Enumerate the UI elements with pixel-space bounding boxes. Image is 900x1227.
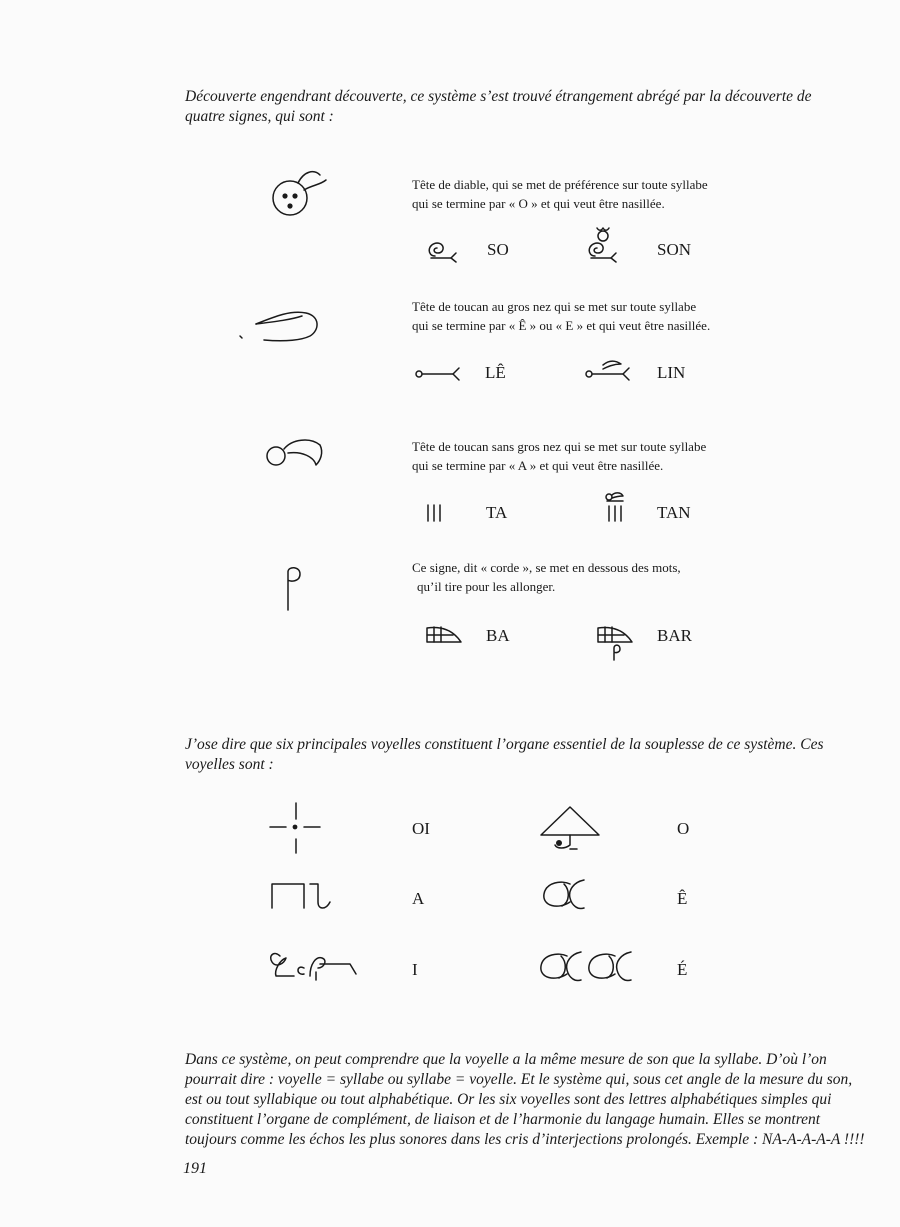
vowel-e-circumflex-icon <box>540 876 590 916</box>
example-label: TAN <box>657 503 691 522</box>
sign-description <box>412 175 732 213</box>
vowel-a-icon <box>268 880 334 914</box>
intro-paragraph <box>185 87 812 127</box>
page-number: 191 <box>183 1160 207 1177</box>
three-bars-syllable-icon <box>425 503 445 523</box>
vowel-label: OI <box>412 819 430 838</box>
intro-line: Découverte engendrant découverte, ce système s’est trouvé étrangement abrégé par la découverte de <box>185 88 812 105</box>
vowels-intro-paragraph <box>185 735 824 775</box>
closing-line: Dans ce système, on peut comprendre que la voyelle a la même mesure de son que la syllabe. D’où l’on <box>185 1051 827 1068</box>
grid-sail-with-rope-icon <box>596 624 636 664</box>
closing-line: constituent l’organe de complément, de liaison et de l’harmonie du langage humain. Elles se montrent <box>185 1111 821 1128</box>
description-line: Tête de diable, qui se met de préférence sur toute syllabe <box>412 177 708 192</box>
vowels-intro-line: J’ose dire que six principales voyelles constituent l’organe essentiel de la souplesse de ce système. Ces <box>185 736 824 753</box>
vowels-intro-line: voyelles sont : <box>185 756 274 773</box>
vowel-label: Ê <box>677 889 688 908</box>
example-label: BAR <box>657 626 692 645</box>
description-line: qui se termine par « O » et qui veut être nasillée. <box>412 196 665 211</box>
vowel-i-icon <box>266 946 366 984</box>
big-nosed-toucan-head-sign-icon <box>236 306 326 346</box>
vowel-label: É <box>677 960 688 979</box>
closing-line: toujours comme les échos les plus sonores dans les cris d’interjections prolongés. Exemple : NA-A-A-A-A !!!! <box>185 1131 865 1148</box>
description-line: Tête de toucan au gros nez qui se met sur toute syllabe <box>412 299 697 314</box>
vowel-label: O <box>677 819 690 838</box>
vowel-label: I <box>412 960 418 979</box>
vowel-oi-icon <box>268 801 324 857</box>
example-label: SO <box>487 240 509 259</box>
sign-description <box>412 437 732 475</box>
vowel-e-acute-icon <box>537 946 637 986</box>
description-line: Tête de toucan sans gros nez qui se met sur toute syllabe <box>412 439 707 454</box>
description-line: qui se termine par « Ê » ou « E » et qui veut être nasillée. <box>412 318 711 333</box>
line-syllable-with-toucan-icon <box>583 355 633 385</box>
closing-line: pourrait dire : voyelle = syllabe ou syllabe = voyelle. Et le système qui, sous cet angle de la mesure du son, <box>185 1071 853 1088</box>
rope-sign-icon <box>280 564 310 614</box>
three-bars-with-toucan-icon <box>603 490 627 524</box>
example-label: TA <box>486 503 508 522</box>
example-label: BA <box>486 626 510 645</box>
closing-paragraph <box>185 1050 865 1150</box>
sign-description <box>412 558 732 596</box>
toucan-head-sign-icon <box>262 431 332 471</box>
sign-description <box>412 297 732 335</box>
devil-head-sign-icon <box>268 163 338 223</box>
closing-line: est ou tout syllabique ou tout alphabétique. Or les six voyelles sont des lettres alphabétiques simples qui <box>185 1091 832 1108</box>
description-line: Ce signe, dit « corde », se met en dessous des mots, <box>412 560 681 575</box>
intro-line: quatre signes, qui sont : <box>185 108 334 125</box>
example-label: LIN <box>657 363 686 382</box>
vowel-label: A <box>412 889 425 908</box>
spiral-syllable-icon <box>425 236 465 266</box>
grid-sail-syllable-icon <box>425 624 465 648</box>
description-line: qui se termine par « A » et qui veut être nasillée. <box>412 458 664 473</box>
vowel-o-icon <box>537 805 603 857</box>
example-label: SON <box>657 240 692 259</box>
description-line: qu’il tire pour les allonger. <box>417 579 556 594</box>
line-syllable-icon <box>413 364 463 384</box>
spiral-syllable-with-devil-icon <box>585 222 625 268</box>
example-label: LÊ <box>485 363 506 382</box>
